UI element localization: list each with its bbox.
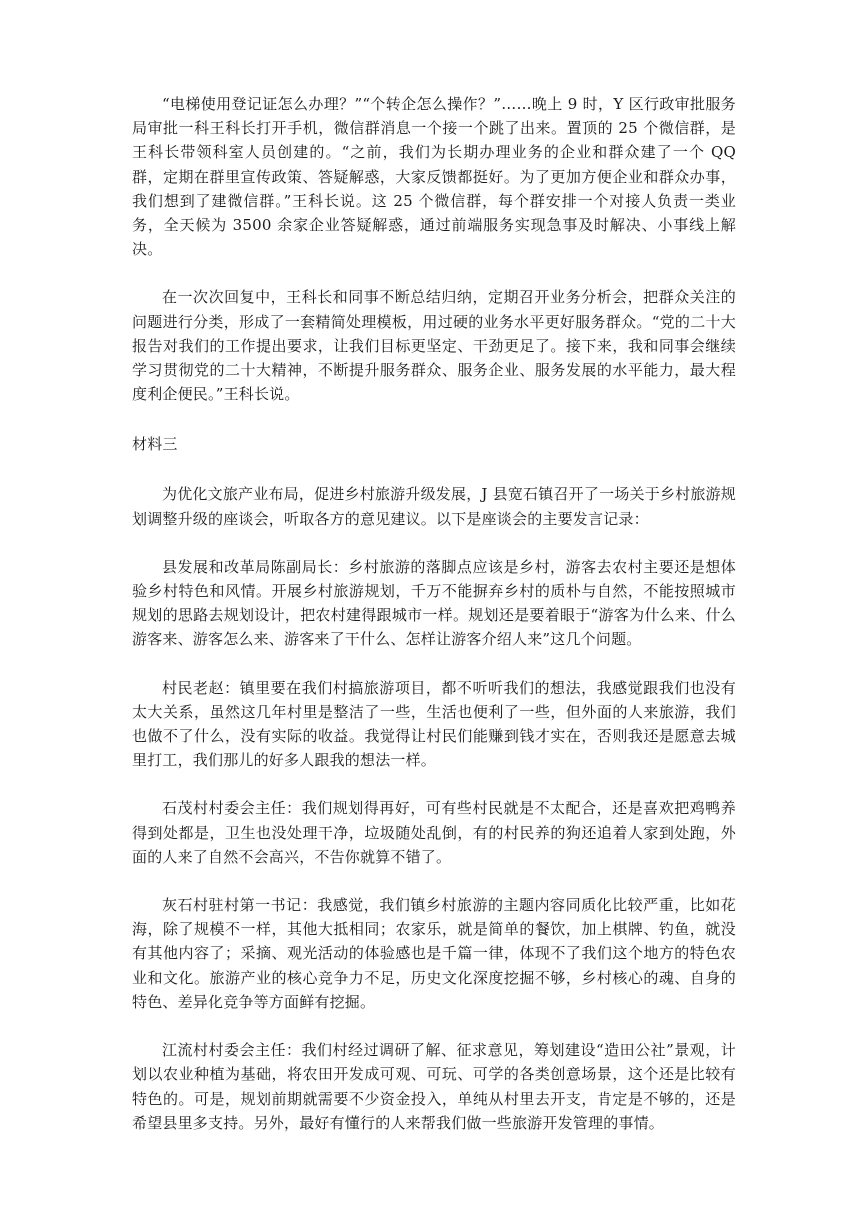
paragraph-gap: [132, 772, 736, 796]
paragraph-speech-deputy-director: 县发展和改革局陈副局长：乡村旅游的落脚点应该是乡村，游客去农村主要还是想体验乡村特色和风情。开展乡村旅游规划，千万不能摒弃乡村的质朴与自然，不能按照城市规划的思路去规划设计，把农村建得跟城市一样。规划还是要着眼于“游客为什么来、什么游客来、游客怎么来、游客来了干什么、怎样让游客介绍人来”这几个问题。: [132, 557, 736, 649]
paragraph-speech-shimao-director: 石茂村村委会主任：我们规划得再好，可有些村民就是不太配合，还是喜欢把鸡鸭养得到处都是，卫生也没处理干净，垃圾随处乱倒，有的村民养的狗还追着人家到处跑，外面的人来了自然不会高兴，不告你就算不错了。: [132, 799, 736, 866]
paragraph-gap: [132, 456, 736, 482]
paragraph-gap: [132, 261, 736, 285]
paragraph-reply-summary: 在一次次回复中，王科长和同事不断总结归纳，定期召开业务分析会，把群众关注的问题进行分类，形成了一套精简处理模板，用过硬的业务水平更好服务群众。“党的二十大报告对我们的工作提出要求，让我们目标更坚定、干劲更足了。接下来，我和同事会继续学习贯彻党的二十大精神，不断提升服务群众、服务企业、服务发展的水平能力，最大程度利企便民。”王科长说。: [132, 288, 736, 404]
paragraph-speech-villager-zhao: 村民老赵：镇里要在我们村搞旅游项目，都不听听我们的想法，我感觉跟我们也没有太大关系，虽然这几年村里是整洁了一些，生活也便利了一些，但外面的人来旅游，我们也做不了什么，没有实际的收益。我觉得让村民们能赚到钱才实在，否则我还是愿意去城里打工，我们那儿的好多人跟我的想法一样。: [132, 678, 736, 770]
document-page: [132, 92, 736, 1135]
paragraph-speech-huishi-secretary: 灰石村驻村第一书记：我感觉，我们镇乡村旅游的主题内容同质化比较严重，比如花海，除了规模不一样，其他大抵相同；农家乐，就是简单的餐饮，加上棋牌、钓鱼，就没有其他内容了；采摘、观光活动的体验感也是千篇一律，体现不了我们这个地方的特色农业和文化。旅游产业的核心竞争力不足，历史文化深度挖掘不够，乡村核心的魂、自身的特色、差异化竞争等方面鲜有挖掘。: [132, 896, 736, 1011]
paragraph-gap: [132, 406, 736, 432]
section-title: 材料三: [132, 435, 178, 454]
paragraph-gap: [132, 652, 736, 676]
paragraph-gap: [132, 531, 736, 555]
paragraph-gap: [132, 1014, 736, 1038]
paragraph-gap: [132, 869, 736, 893]
paragraph-wechat-groups: “电梯使用登记证怎么办理？”“个转企怎么操作？”……晚上 9 时，Y 区行政审批服务局审批一科王科长打开手机，微信群消息一个接一个跳了出来。置顶的 25 个微信群，是王科长带领科室人员创建的。“之前，我们为长期办理业务的企业和群众建了一个 QQ 群，定期在群里宣传政策、答疑解惑，大家反馈都挺好。为了更加方便企业和群众办事，我们想到了建微信群。”王科长说。这 25 个微信群，每个群安排一个对接人负责一类业务，全天候为 3500 余家企业答疑解惑，通过前端服务实现急事及时解决、小事线上解决。: [132, 95, 736, 259]
paragraph-intro-meeting: 为优化文旅产业布局，促进乡村旅游升级发展，J 县宽石镇召开了一场关于乡村旅游规划调整升级的座谈会，听取各方的意见建议。以下是座谈会的主要发言记录：: [132, 485, 736, 528]
paragraph-speech-jiangliu-director: 江流村村委会主任：我们村经过调研了解、征求意见，筹划建设“造田公社”景观，计划以农业种植为基础，将农田开发成可观、可玩、可学的各类创意场景，这个还是比较有特色的。可是，规划前期就需要不少资金投入，单纯从村里去开支，肯定是不够的，还是希望县里多支持。另外，最好有懂行的人来帮我们做一些旅游开发管理的事情。: [132, 1041, 736, 1132]
